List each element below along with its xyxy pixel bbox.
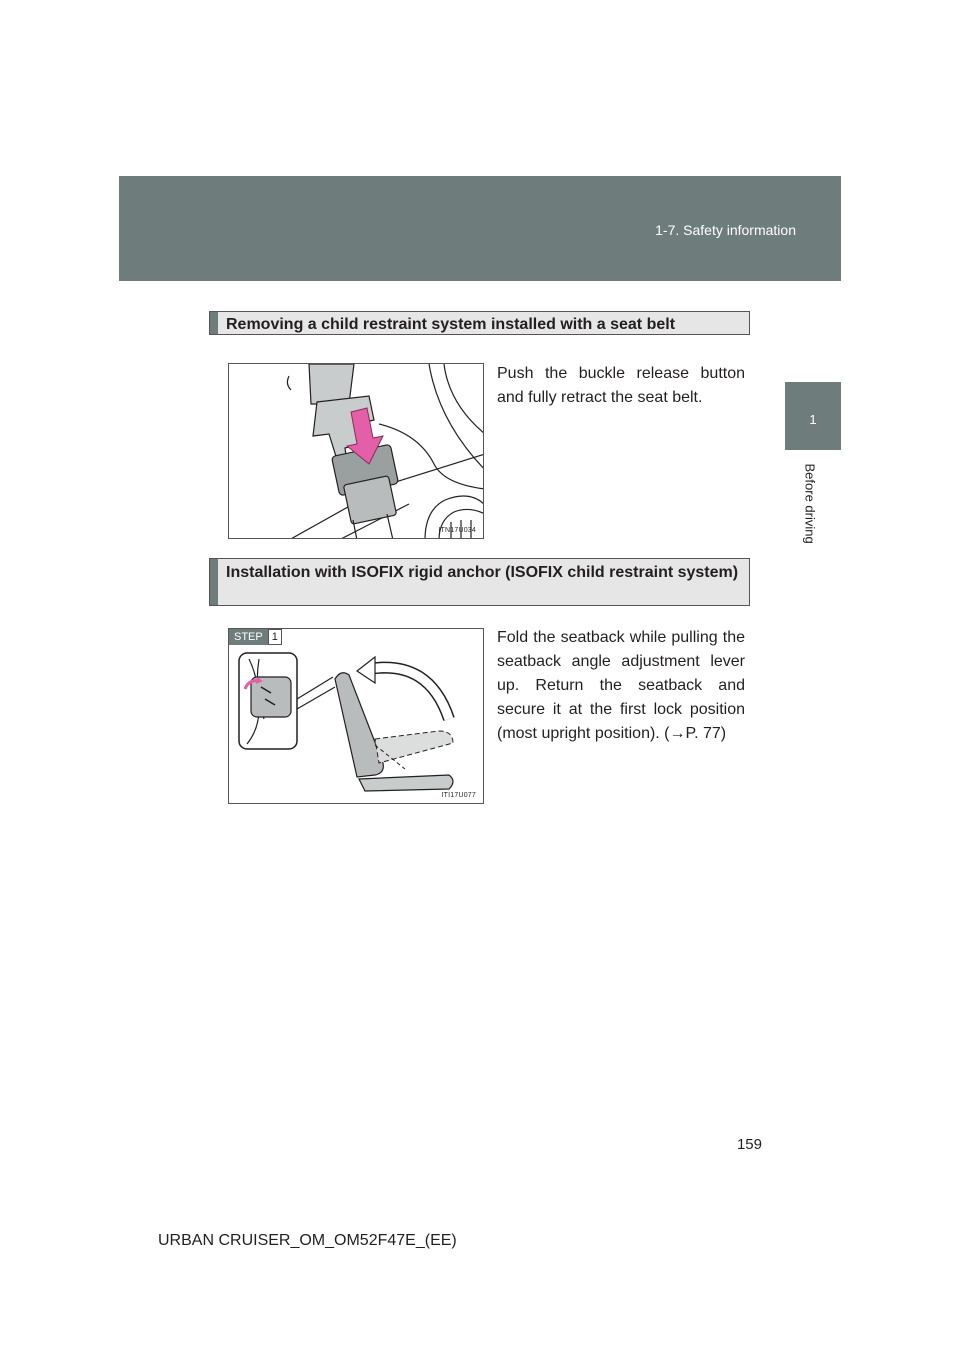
- step-number: 1: [268, 629, 282, 645]
- seatback-drawing: [229, 629, 484, 804]
- instruction-text-2: Fold the seatback while pulling the seatback angle adjustment lever up. Return the seatback and secure it at the first lock position (most upright position). (→P. 77): [497, 629, 745, 742]
- chapter-label: Before driving: [802, 463, 818, 544]
- section-title: 1-7. Safety information: [655, 222, 796, 238]
- figure-code: ITI17U077: [441, 792, 476, 799]
- heading-text: Removing a child restraint system installed with a seat belt: [226, 316, 676, 333]
- seatbelt-buckle-illustration: [228, 363, 484, 539]
- section-heading-isofix: [209, 558, 750, 606]
- chapter-label-container: [800, 465, 820, 555]
- buckle-release-drawing: [229, 364, 484, 539]
- section-header-band: [119, 176, 841, 281]
- figure-code: ITN17U034: [438, 527, 476, 534]
- step-label: STEP: [229, 629, 268, 645]
- footer-manual-code: URBAN CRUISER_OM_OM52F47E_(EE): [158, 1232, 457, 1249]
- section-heading-removing: [209, 311, 750, 335]
- seatback-fold-illustration: [228, 628, 484, 804]
- page-number: 159: [736, 1136, 762, 1153]
- instruction-text-1: Push the buckle release button and fully retract the seat belt.: [497, 365, 745, 406]
- chapter-number: 1: [809, 412, 817, 427]
- heading-text: Installation with ISOFIX rigid anchor (ISOFIX child restraint system): [226, 564, 739, 581]
- step-badge: [229, 629, 282, 645]
- chapter-tab: [785, 382, 841, 450]
